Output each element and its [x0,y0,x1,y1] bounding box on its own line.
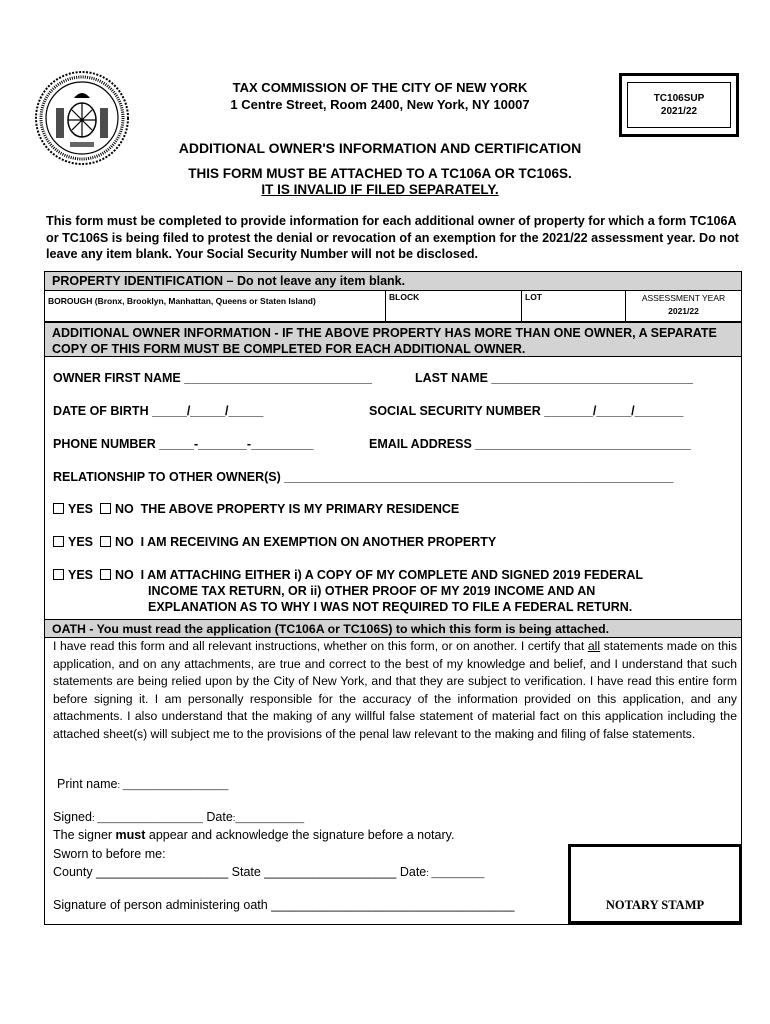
oath-text-end: statements made on this application, and on any attachments, are true and correct to the best of my knowledge and belief, and I understand that such statements are being relied upon by the City of New York, and that they are subject to verification. I have read this entire form before signing it. I am personally responsible for the accuracy of the information provided on this application, and any attachments. I also understand that the making of any willful false statement of material fact on this application including the attached sheet(s) will subject me to the provisions of the penal law relevant to the making and filing of false statements. [53,639,737,741]
assessment-year-field [625,290,741,322]
block-field[interactable] [385,290,521,322]
oath-heading: OATH - You must read the application (TC106A or TC106S) to which this form is being attached. [45,619,741,638]
agency-name: TAX COMMISSION OF THE CITY OF NEW YORK [232,80,528,95]
notary-stamp-box [568,844,742,924]
oath-all-word: all [587,639,601,653]
question-income-proof [53,568,643,582]
question-other-exemption [53,535,496,549]
print-name-label: Print name [57,777,118,791]
date-label: Date [202,810,233,824]
notary-stamp-label: NOTARY STAMP [605,898,705,912]
property-heading: PROPERTY IDENTIFICATION – Do not leave any item blank. [45,272,741,291]
signer-before: The signer [53,828,116,842]
no-checkbox-q1[interactable] [100,503,111,514]
question-text: I AM ATTACHING EITHER i) A COPY OF MY COMPLETE AND SIGNED 2019 FEDERAL [140,568,644,582]
question-primary-residence [53,502,459,516]
form-id-box [619,73,739,137]
borough-label: BOROUGH (Bronx, Brooklyn, Manhattan, Queens or Staten Island) [48,296,316,306]
lot-field[interactable] [521,290,625,322]
signed-label: Signed [53,810,92,824]
date-of-birth-field[interactable]: DATE OF BIRTH _____/_____/_____ [53,404,264,418]
no-label: NO [114,502,134,516]
agency-address: 1 Centre Street, Room 2400, New York, NY 10007 [230,97,530,112]
signer-note [53,828,454,842]
sworn-label: Sworn to before me: [53,847,166,861]
form-title: ADDITIONAL OWNER'S INFORMATION AND CERTIFICATION [178,140,582,156]
phone-number-field[interactable]: PHONE NUMBER _____-_______-_________ [53,437,314,451]
property-grid [45,290,741,322]
form-id-inner [627,82,731,128]
question-text: THE ABOVE PROPERTY IS MY PRIMARY RESIDENCE [140,502,460,516]
form-body [44,271,742,925]
oath-text-start: I have read this form and all relevant instructions, whether on this form, or on another. I certify that [53,639,588,653]
signer-must: must [115,828,146,842]
yes-checkbox-q2[interactable] [53,536,64,547]
owner-heading: ADDITIONAL OWNER INFORMATION - IF THE ABOVE PROPERTY HAS MORE THAN ONE OWNER, A SEPARATE COPY OF THIS FORM MUST BE COMPLETED FOR EACH ADDITIONAL OWNER. [45,322,741,357]
form-year: 2021/22 [660,106,698,117]
no-label: NO [114,568,134,582]
lot-label: LOT [525,292,542,302]
block-label: BLOCK [389,292,420,302]
date-line: :_____________ [232,813,305,824]
subtitle-line1: THIS FORM MUST BE ATTACHED TO A TC106A OR TC106S. [188,166,572,181]
question-text: I AM RECEIVING AN EXEMPTION ON ANOTHER PROPERTY [140,535,497,549]
yes-checkbox-q1[interactable] [53,503,64,514]
relationship-field[interactable]: RELATIONSHIP TO OTHER OWNER(S) ________________________________________________________ [53,470,674,484]
yes-checkbox-q3[interactable] [53,569,64,580]
yes-label: YES [68,568,94,582]
no-label: NO [114,535,134,549]
no-checkbox-q3[interactable] [100,569,111,580]
ssn-field[interactable]: SOCIAL SECURITY NUMBER _______/_____/_______ [369,404,684,418]
form-subtitle [160,166,600,198]
owner-last-name-field[interactable]: LAST NAME _____________________________ [415,371,693,385]
intro-paragraph: This form must be completed to provide information for each additional owner of property for which a form TC106A or TC106S is being filed to protest the denial or revocation of an exemption for the 2021/22 assessment year. Do not leave any item blank. Your Social Security Number will not be disclosed. [46,214,739,261]
assessment-year-label: ASSESSMENT YEAR [641,293,726,303]
signer-after: appear and acknowledge the signature before a notary. [145,828,455,842]
print-name-field[interactable] [57,777,228,791]
yes-label: YES [68,535,94,549]
question-income-proof-line3: EXPLANATION AS TO WHY I WAS NOT REQUIRED TO FILE A FEDERAL RETURN. [148,600,633,614]
county-state-date-field[interactable] [53,865,484,879]
oath-paragraph [53,638,737,744]
email-address-field[interactable]: EMAIL ADDRESS _______________________________ [369,437,691,451]
administering-signature-field[interactable]: Signature of person administering oath ___________________________________ [53,898,515,912]
no-checkbox-q2[interactable] [100,536,111,547]
county-date-line: : __________ [426,868,485,879]
question-income-proof-line2: INCOME TAX RETURN, OR ii) OTHER PROOF OF MY 2019 INCOME AND AN [148,584,596,598]
signed-field[interactable] [53,810,304,824]
county-state-date-label: County ___________________ State ___________________ Date [53,865,427,879]
signed-line: : ____________________ [91,813,203,824]
assessment-year-value: 2021/22 [668,306,699,316]
form-code: TC106SUP [653,93,705,104]
yes-label: YES [68,502,94,516]
subtitle-line2: IT IS INVALID IF FILED SEPARATELY. [261,182,499,197]
print-name-line: : ____________________ [117,780,229,791]
owner-first-name-field[interactable]: OWNER FIRST NAME ___________________________ [53,371,372,385]
borough-field[interactable] [45,290,385,322]
nyc-seal-logo [34,70,130,166]
